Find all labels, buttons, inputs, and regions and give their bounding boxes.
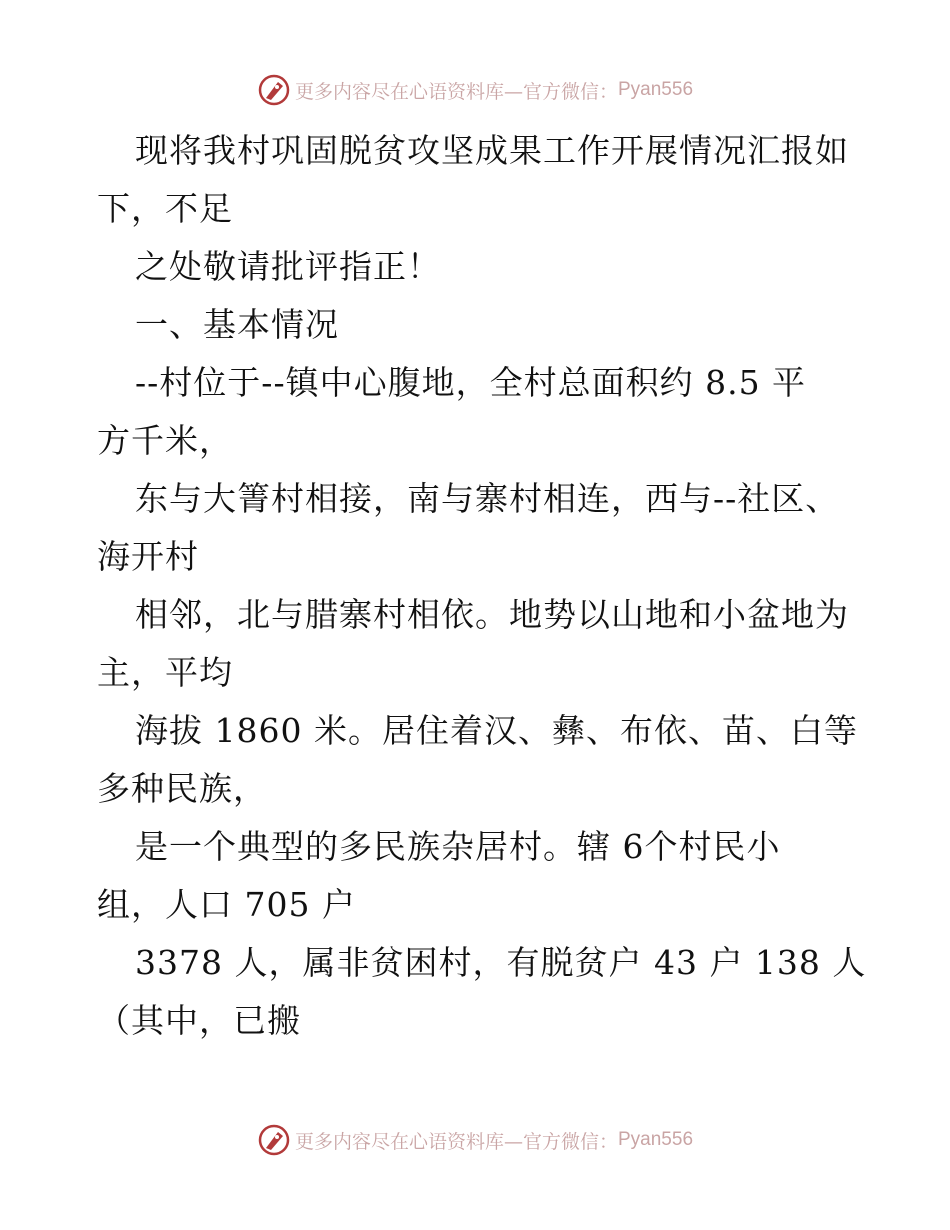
body-text-line: （其中，已搬 xyxy=(97,1001,301,1040)
watermark-text: 更多内容尽在心语资料库—官方微信： xyxy=(294,1130,618,1153)
body-text-line: 之处敬请批评指正！ xyxy=(135,247,441,286)
body-text-line: 组，人口 705 户 xyxy=(97,885,356,924)
body-text-line: 多种民族， xyxy=(97,769,267,808)
body-text-line: 主，平均 xyxy=(97,653,233,692)
body-text-line: 是一个典型的多民族杂居村。辖 6个村民小 xyxy=(135,827,781,866)
body-text-line: 东与大箐村相接，南与寨村相连，西与--社区、 xyxy=(135,479,840,518)
document-body xyxy=(97,122,897,1050)
footer-watermark xyxy=(0,1120,950,1160)
body-text-line: 3378 人，属非贫困村，有脱贫户 43 户 138 人 xyxy=(135,943,867,982)
watermark-text: 更多内容尽在心语资料库—官方微信： xyxy=(294,80,618,103)
body-text-line: 海开村 xyxy=(97,537,199,576)
watermark-id: Pyan556 xyxy=(618,79,694,100)
pen-nib-logo-icon xyxy=(257,73,291,107)
watermark-id: Pyan556 xyxy=(618,1129,694,1150)
header-watermark xyxy=(0,70,950,110)
pen-nib-logo-icon xyxy=(257,1123,291,1157)
body-text-line: 下，不足 xyxy=(97,189,233,228)
body-text-line: 方千米， xyxy=(97,421,233,460)
body-text-line: 一、基本情况 xyxy=(135,305,339,344)
body-text-line: 现将我村巩固脱贫攻坚成果工作开展情况汇报如 xyxy=(135,131,849,170)
body-text-line: --村位于--镇中心腹地，全村总面积约 8.5 平 xyxy=(135,363,807,402)
body-text-line: 海拔 1860 米。居住着汉、彝、布依、苗、白等 xyxy=(135,711,858,750)
body-text-line: 相邻，北与腊寨村相依。地势以山地和小盆地为 xyxy=(135,595,849,634)
